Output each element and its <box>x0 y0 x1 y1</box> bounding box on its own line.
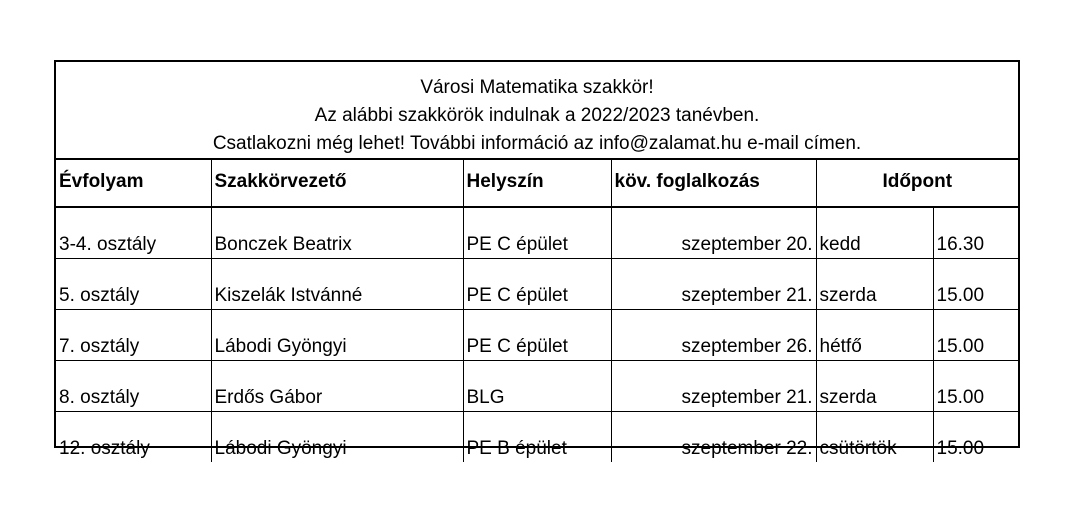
col-header-szakkorvezeto: Szakkörvezető <box>211 158 463 207</box>
cell-vezeto: Lábodi Gyöngyi <box>211 412 463 463</box>
cell-ido: 15.00 <box>933 259 1018 310</box>
col-header-evfolyam: Évfolyam <box>56 158 211 207</box>
cell-vezeto: Lábodi Gyöngyi <box>211 310 463 361</box>
cell-helyszin: PE B épület <box>463 412 611 463</box>
cell-evfolyam: 12. osztály <box>56 412 211 463</box>
cell-helyszin: PE C épület <box>463 207 611 259</box>
cell-helyszin: PE C épület <box>463 310 611 361</box>
cell-evfolyam: 5. osztály <box>56 259 211 310</box>
cell-ido: 16.30 <box>933 207 1018 259</box>
table-row <box>56 412 1018 463</box>
cell-helyszin: PE C épület <box>463 259 611 310</box>
announcement-header <box>56 62 1018 160</box>
header-info: Csatlakozni még lehet! További információ az info@zalamat.hu e-mail címen. <box>212 133 862 154</box>
cell-nap: szerda <box>816 361 933 412</box>
col-header-helyszin: Helyszín <box>463 158 611 207</box>
cell-ido: 15.00 <box>933 361 1018 412</box>
cell-evfolyam: 8. osztály <box>56 361 211 412</box>
cell-datum: szeptember 22. <box>611 412 816 463</box>
cell-evfolyam: 7. osztály <box>56 310 211 361</box>
table-row <box>56 207 1018 259</box>
cell-vezeto: Bonczek Beatrix <box>211 207 463 259</box>
cell-datum: szeptember 21. <box>611 259 816 310</box>
header-subtitle: Az alábbi szakkörök indulnak a 2022/2023 tanévben. <box>314 105 760 126</box>
cell-ido: 15.00 <box>936 438 985 459</box>
cell-vezeto: Kiszelák Istvánné <box>211 259 463 310</box>
cell-datum: szeptember 26. <box>611 310 816 361</box>
schedule-table <box>56 158 1018 462</box>
cell-nap: hétfő <box>816 310 933 361</box>
cell-vezeto: Erdős Gábor <box>211 361 463 412</box>
header-title: Városi Matematika szakkör! <box>420 77 654 98</box>
cell-datum: szeptember 21. <box>611 361 816 412</box>
table-row <box>56 259 1018 310</box>
cell-nap: csütörtök <box>816 412 933 463</box>
col-header-idopont: Időpont <box>816 158 1018 207</box>
cell-helyszin: BLG <box>463 361 611 412</box>
table-row <box>56 361 1018 412</box>
schedule-sheet <box>54 60 1020 459</box>
cell-ido: 15.00 <box>933 310 1018 361</box>
cell-nap: kedd <box>816 207 933 259</box>
table-row <box>56 310 1018 361</box>
cell-datum: szeptember 20. <box>611 207 816 259</box>
cell-nap: szerda <box>816 259 933 310</box>
table-header-row <box>56 158 1018 207</box>
cell-evfolyam: 3-4. osztály <box>56 207 211 259</box>
col-header-kov-foglalkozas: köv. foglalkozás <box>611 158 816 207</box>
